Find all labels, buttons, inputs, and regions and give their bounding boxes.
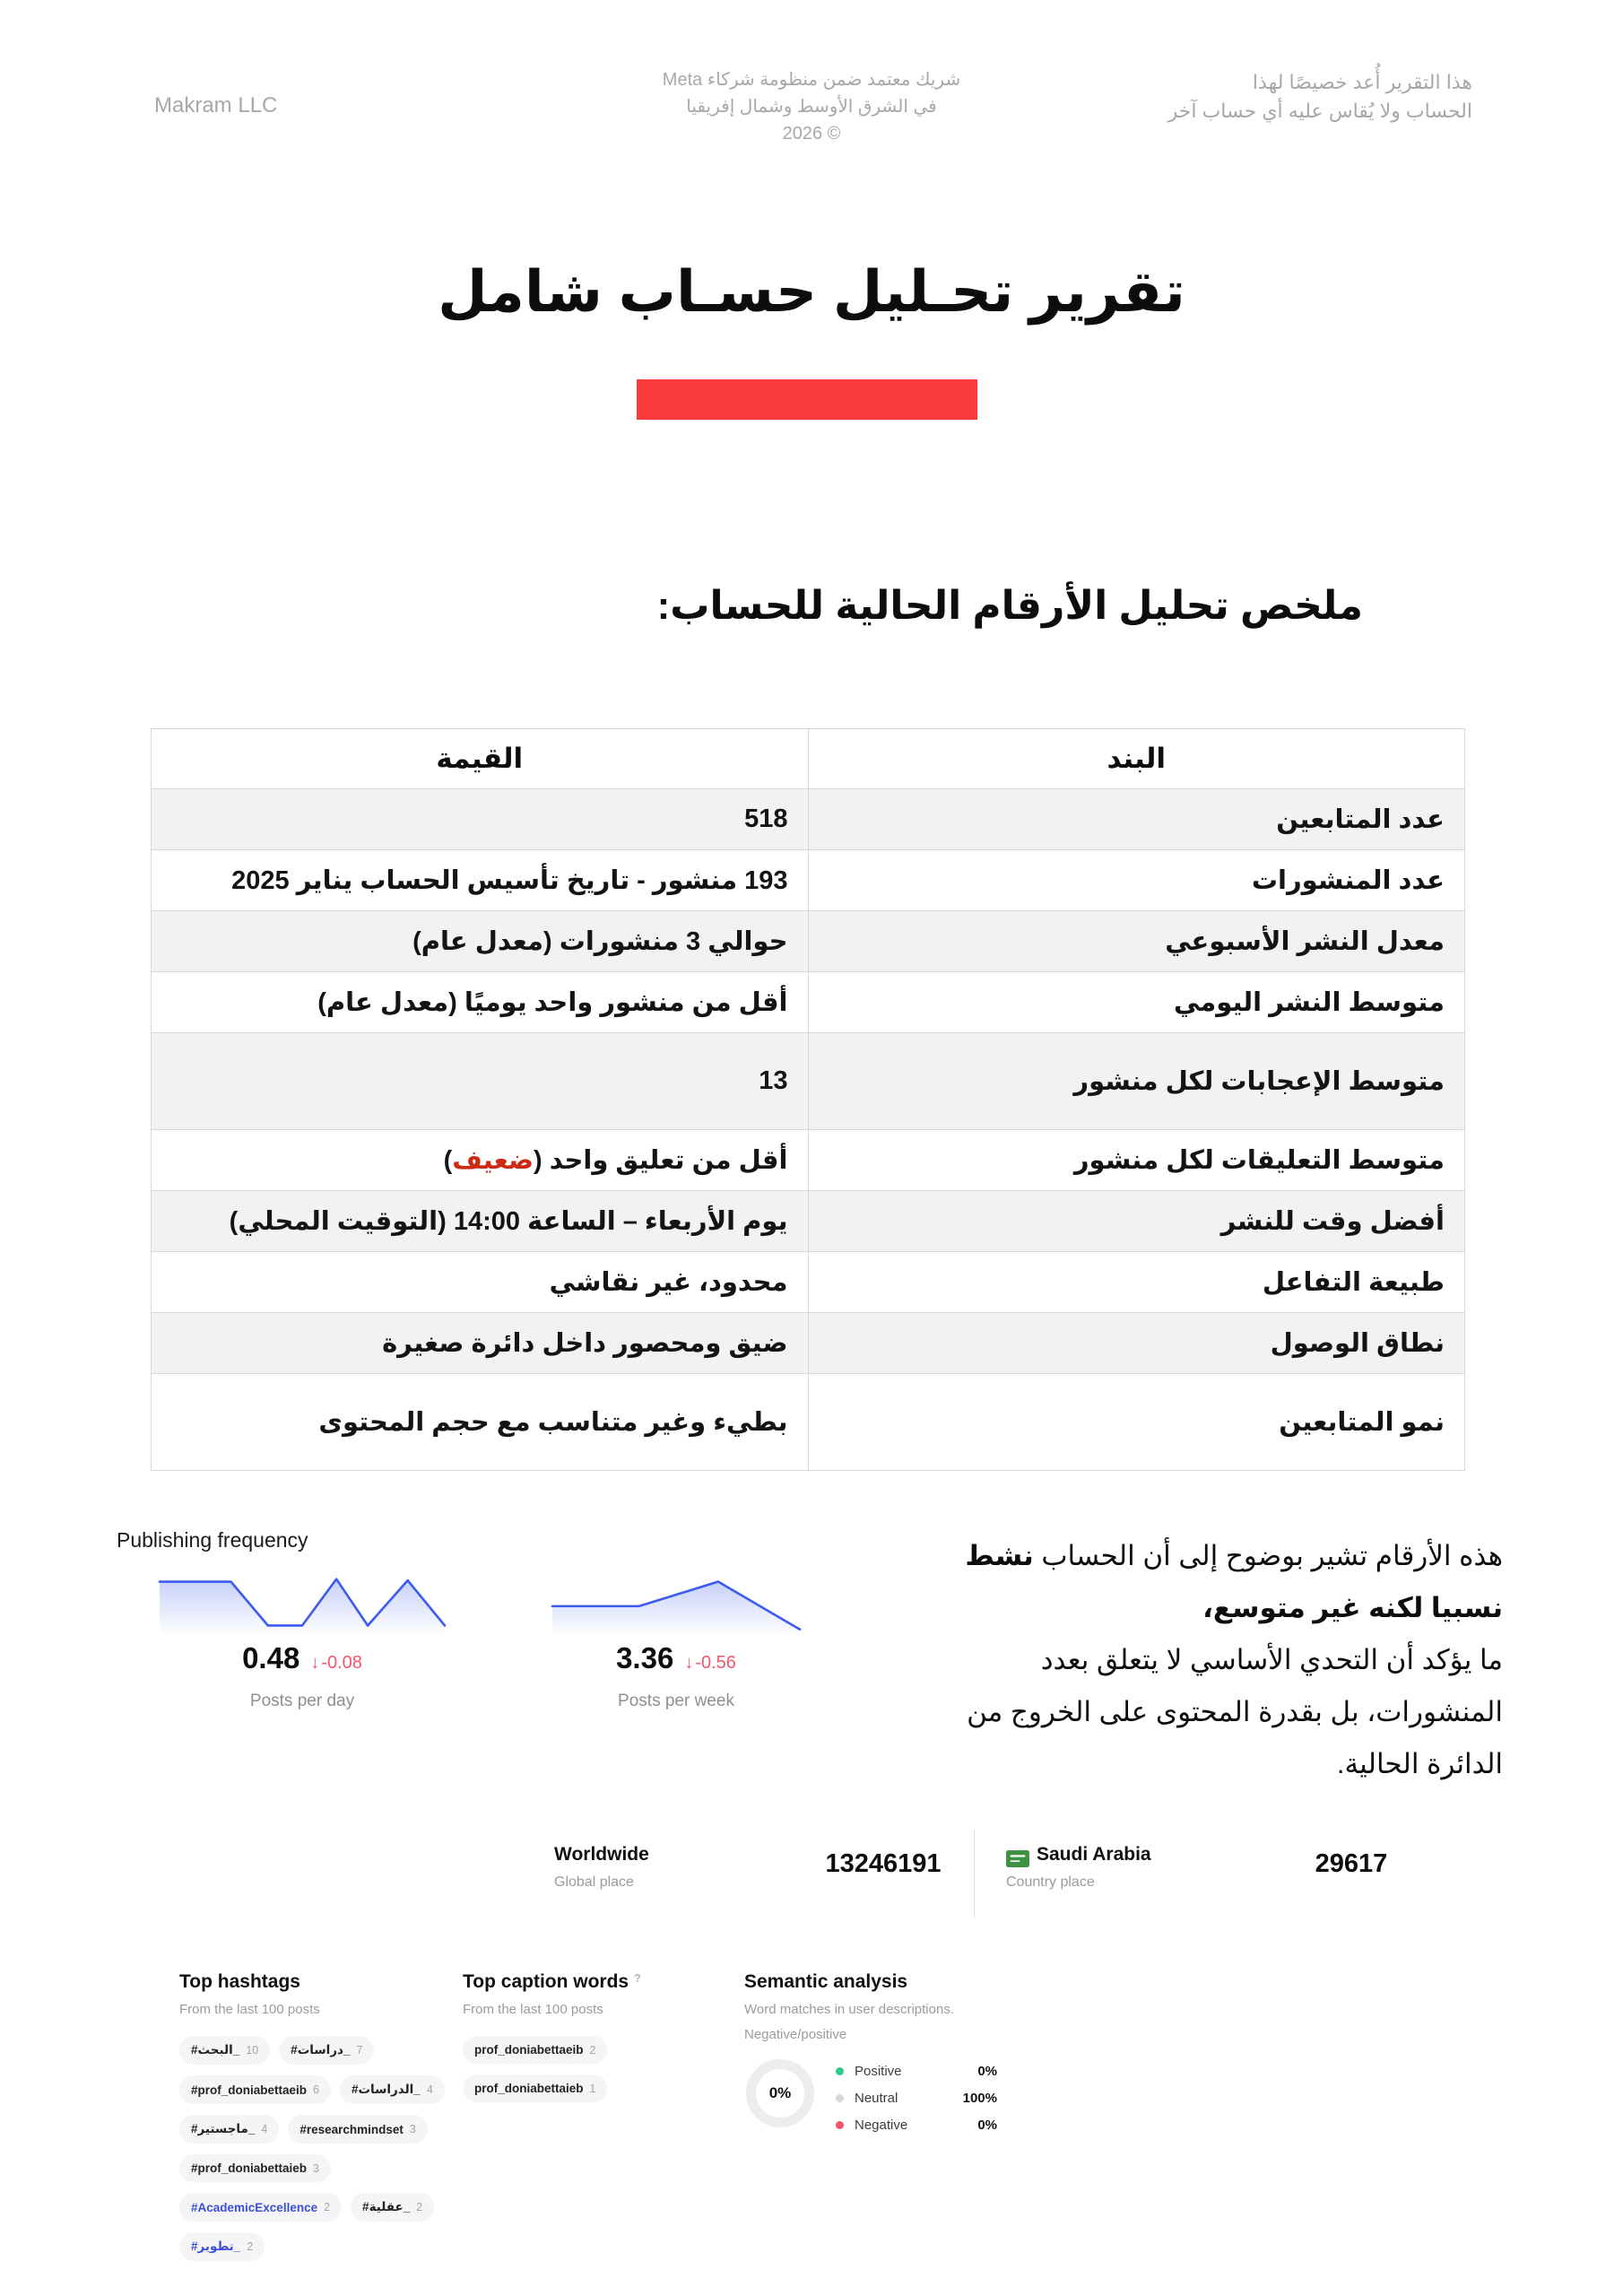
table-row bbox=[152, 789, 1465, 850]
hashtag-pill-label: #الدراسات_ bbox=[351, 2083, 421, 2096]
table-value-cell: ضيق ومحصور داخل دائرة صغيرة bbox=[152, 1313, 809, 1374]
hashtag-pill-label: #prof_doniabettaieb bbox=[191, 2161, 308, 2175]
disclaimer-note bbox=[1168, 68, 1472, 126]
table-value-cell: أقل من منشور واحد يوميًا (معدل عام) bbox=[152, 972, 809, 1033]
saudi-arabia-flag-icon bbox=[1006, 1850, 1029, 1867]
sentiment-legend-value: 0% bbox=[977, 2117, 997, 2133]
hashtag-pill-label: #ماجستير_ bbox=[191, 2122, 256, 2135]
partner-note-line1: شريك معتمد ضمن منظومة شركاء Meta bbox=[662, 70, 961, 90]
posts-per-week-sparkline bbox=[552, 1571, 800, 1636]
posts-per-week-value: 3.36 bbox=[616, 1641, 674, 1674]
posts-per-day-metric bbox=[160, 1641, 445, 1675]
semantic-analysis-subtitle1: Word matches in user descriptions. bbox=[744, 2002, 954, 2017]
table-row bbox=[152, 1130, 1465, 1191]
hashtag-pill-label: #البحث_ bbox=[191, 2043, 240, 2057]
table-row bbox=[152, 1252, 1465, 1313]
table-row bbox=[152, 972, 1465, 1033]
partner-note-line2: في الشرق الأوسط وشمال إفريقيا bbox=[686, 97, 937, 117]
country-place-name: Saudi Arabia bbox=[1037, 1844, 1151, 1865]
country-place-value: 29617 bbox=[1315, 1849, 1388, 1878]
top-hashtags-title: Top hashtags bbox=[179, 1971, 300, 1992]
hashtag-pill-count: 3 bbox=[409, 2123, 416, 2135]
caption-word-pill-list bbox=[463, 2036, 759, 2102]
hashtag-pill-count: 3 bbox=[313, 2161, 319, 2175]
table-row bbox=[152, 1033, 1465, 1130]
table-item-cell: متوسط الإعجابات لكل منشور bbox=[808, 1033, 1465, 1130]
top-caption-words-subtitle: From the last 100 posts bbox=[463, 2002, 603, 2017]
hashtag-pill-count: 2 bbox=[247, 2240, 254, 2253]
hashtag-pill-count: 4 bbox=[426, 2083, 433, 2096]
hashtag-pill-count: 2 bbox=[324, 2201, 331, 2213]
top-caption-words-title-text: Top caption words bbox=[463, 1971, 629, 1992]
insight-line: الدائرة الحالية. bbox=[1336, 1748, 1503, 1779]
table-header-row bbox=[152, 729, 1465, 789]
semantic-analysis-title: Semantic analysis bbox=[744, 1971, 908, 1992]
top-caption-words-title bbox=[463, 1971, 643, 1993]
sentiment-legend-value: 0% bbox=[977, 2063, 997, 2079]
sentiment-legend-label: Negative bbox=[855, 2117, 908, 2133]
negative-dot-icon bbox=[836, 2121, 844, 2129]
table-row bbox=[152, 1374, 1465, 1471]
hashtag-pill-list bbox=[179, 2036, 484, 2261]
table-item-cell: عدد المتابعين bbox=[808, 789, 1465, 850]
sentiment-legend-row bbox=[836, 2088, 997, 2108]
weak-rating-text: ضعيف bbox=[452, 1146, 534, 1175]
table-row bbox=[152, 1313, 1465, 1374]
disclaimer-line2: الحساب ولا يُقاس عليه أي حساب آخر bbox=[1167, 100, 1472, 122]
table-row bbox=[152, 850, 1465, 911]
partner-note bbox=[663, 66, 960, 147]
brand-name: Makram LLC bbox=[154, 93, 278, 117]
hashtag-pill-label: #دراسات_ bbox=[291, 2043, 351, 2057]
hashtag-pill bbox=[179, 2115, 279, 2144]
table-item-cell: متوسط التعليقات لكل منشور bbox=[808, 1130, 1465, 1191]
table-value-cell: يوم الأربعاء – الساعة 14:00 (التوقيت المحلي) bbox=[152, 1191, 809, 1252]
sentiment-legend bbox=[836, 2061, 997, 2142]
table-value-cell: 193 منشور - تاريخ تأسيس الحساب يناير 2025 bbox=[152, 850, 809, 911]
table-value-cell: بطيء وغير متناسب مع حجم المحتوى bbox=[152, 1374, 809, 1471]
hashtag-pill bbox=[179, 2154, 331, 2182]
positive-dot-icon bbox=[836, 2067, 844, 2075]
hashtag-pill bbox=[351, 2193, 434, 2222]
down-arrow-icon: ↓ bbox=[310, 1653, 320, 1673]
column-header-item: البند bbox=[808, 729, 1465, 789]
insight-line: المنشورات، بل بقدرة المحتوى على الخروج من bbox=[967, 1696, 1503, 1727]
posts-per-day-value: 0.48 bbox=[242, 1641, 300, 1674]
posts-per-day-delta: -0.08 bbox=[321, 1653, 362, 1673]
sentiment-legend-row bbox=[836, 2115, 997, 2135]
global-place-label: Global place bbox=[554, 1874, 634, 1890]
hashtag-pill bbox=[179, 2036, 270, 2065]
hashtag-pill-label: #عقلية_ bbox=[362, 2200, 411, 2213]
sentiment-legend-value: 100% bbox=[962, 2090, 997, 2106]
posts-per-week-metric bbox=[552, 1641, 800, 1675]
insight-paragraph bbox=[900, 1530, 1503, 1790]
sentiment-donut-chart bbox=[746, 2059, 814, 2127]
hashtag-pill-count: 4 bbox=[261, 2123, 268, 2135]
table-value-cell: حوالي 3 منشورات (معدل عام) bbox=[152, 911, 809, 972]
table-item-cell: معدل النشر الأسبوعي bbox=[808, 911, 1465, 972]
table-item-cell: أفضل وقت للنشر bbox=[808, 1191, 1465, 1252]
table-item-cell: عدد المنشورات bbox=[808, 850, 1465, 911]
summary-table bbox=[151, 728, 1465, 1471]
posts-per-day-label: Posts per day bbox=[249, 1692, 355, 1710]
hashtag-pill-count: 2 bbox=[416, 2201, 423, 2213]
caption-word-pill bbox=[463, 2036, 607, 2064]
caption-word-pill-label: prof_doniabettaeib bbox=[474, 2043, 584, 2057]
hashtag-pill-count: 6 bbox=[313, 2083, 319, 2096]
table-value-cell: محدود، غير نقاشي bbox=[152, 1252, 809, 1313]
country-place-label: Country place bbox=[1006, 1874, 1095, 1890]
table-item-cell: متوسط النشر اليومي bbox=[808, 972, 1465, 1033]
hashtag-pill-count: 7 bbox=[356, 2044, 363, 2057]
page-title: تقرير تحـليل حسـاب شامل bbox=[438, 259, 1185, 324]
posts-per-week-delta: -0.56 bbox=[695, 1653, 736, 1673]
caption-word-pill-count: 2 bbox=[589, 2043, 596, 2057]
posts-per-day-sparkline bbox=[160, 1571, 445, 1636]
copyright-line: 2026 © bbox=[782, 124, 841, 144]
column-header-value: القيمة bbox=[152, 729, 809, 789]
hashtag-pill bbox=[179, 2193, 342, 2222]
down-arrow-icon: ↓ bbox=[684, 1653, 694, 1673]
disclaimer-line1: هذا التقرير أُعد خصيصًا لهذا bbox=[1252, 71, 1472, 93]
neutral-dot-icon bbox=[836, 2094, 844, 2102]
table-value-cell: 518 bbox=[152, 789, 809, 850]
summary-heading: ملخص تحليل الأرقام الحالية للحساب: bbox=[656, 584, 1363, 628]
hashtag-pill-count: 10 bbox=[246, 2044, 259, 2057]
insight-line: ما يؤكد أن التحدي الأساسي لا يتعلق بعدد bbox=[1040, 1644, 1503, 1675]
hashtag-pill bbox=[340, 2075, 445, 2104]
hashtag-pill bbox=[288, 2115, 428, 2144]
caption-word-pill bbox=[463, 2074, 607, 2102]
hashtag-pill-label: #تطوير_ bbox=[191, 2239, 241, 2253]
hashtag-pill bbox=[179, 2232, 265, 2261]
hashtag-pill bbox=[279, 2036, 374, 2065]
sentiment-legend-row bbox=[836, 2061, 997, 2081]
table-row bbox=[152, 1191, 1465, 1252]
sentiment-donut-value: 0% bbox=[768, 2084, 792, 2101]
global-place-value: 13246191 bbox=[825, 1849, 942, 1878]
top-hashtags-subtitle: From the last 100 posts bbox=[179, 2002, 320, 2017]
title-accent-bar bbox=[637, 379, 977, 420]
hashtag-pill-label: #prof_doniabettaeib bbox=[191, 2083, 308, 2097]
help-icon[interactable]: ? bbox=[633, 1971, 641, 1985]
hashtag-pill bbox=[179, 2075, 331, 2104]
table-item-cell: نطاق الوصول bbox=[808, 1313, 1465, 1374]
global-place-name: Worldwide bbox=[554, 1844, 649, 1865]
places-divider bbox=[974, 1830, 975, 1918]
publishing-frequency-title: Publishing frequency bbox=[117, 1528, 308, 1552]
sentiment-legend-label: Neutral bbox=[855, 2090, 898, 2106]
table-value-cell: أقل من تعليق واحد (ضعيف) bbox=[152, 1130, 809, 1191]
table-item-cell: نمو المتابعين bbox=[808, 1374, 1465, 1471]
sentiment-legend-label: Positive bbox=[855, 2063, 902, 2079]
semantic-analysis-subtitle2: Negative/positive bbox=[744, 2027, 847, 2042]
hashtag-pill-label: #researchmindset bbox=[299, 2122, 404, 2136]
caption-word-pill-label: prof_doniabettaieb bbox=[474, 2082, 584, 2095]
table-item-cell: طبيعة التفاعل bbox=[808, 1252, 1465, 1313]
posts-per-week-label: Posts per week bbox=[618, 1692, 734, 1710]
table-row bbox=[152, 911, 1465, 972]
insight-line: نسبيا لكنه غير متوسع، bbox=[1202, 1592, 1503, 1623]
table-value-cell: 13 bbox=[152, 1033, 809, 1130]
insight-line: هذه الأرقام تشير بوضوح إلى أن الحساب نشط bbox=[965, 1540, 1503, 1571]
hashtag-pill-label: #AcademicExcellence bbox=[191, 2200, 318, 2214]
caption-word-pill-count: 1 bbox=[589, 2082, 596, 2095]
